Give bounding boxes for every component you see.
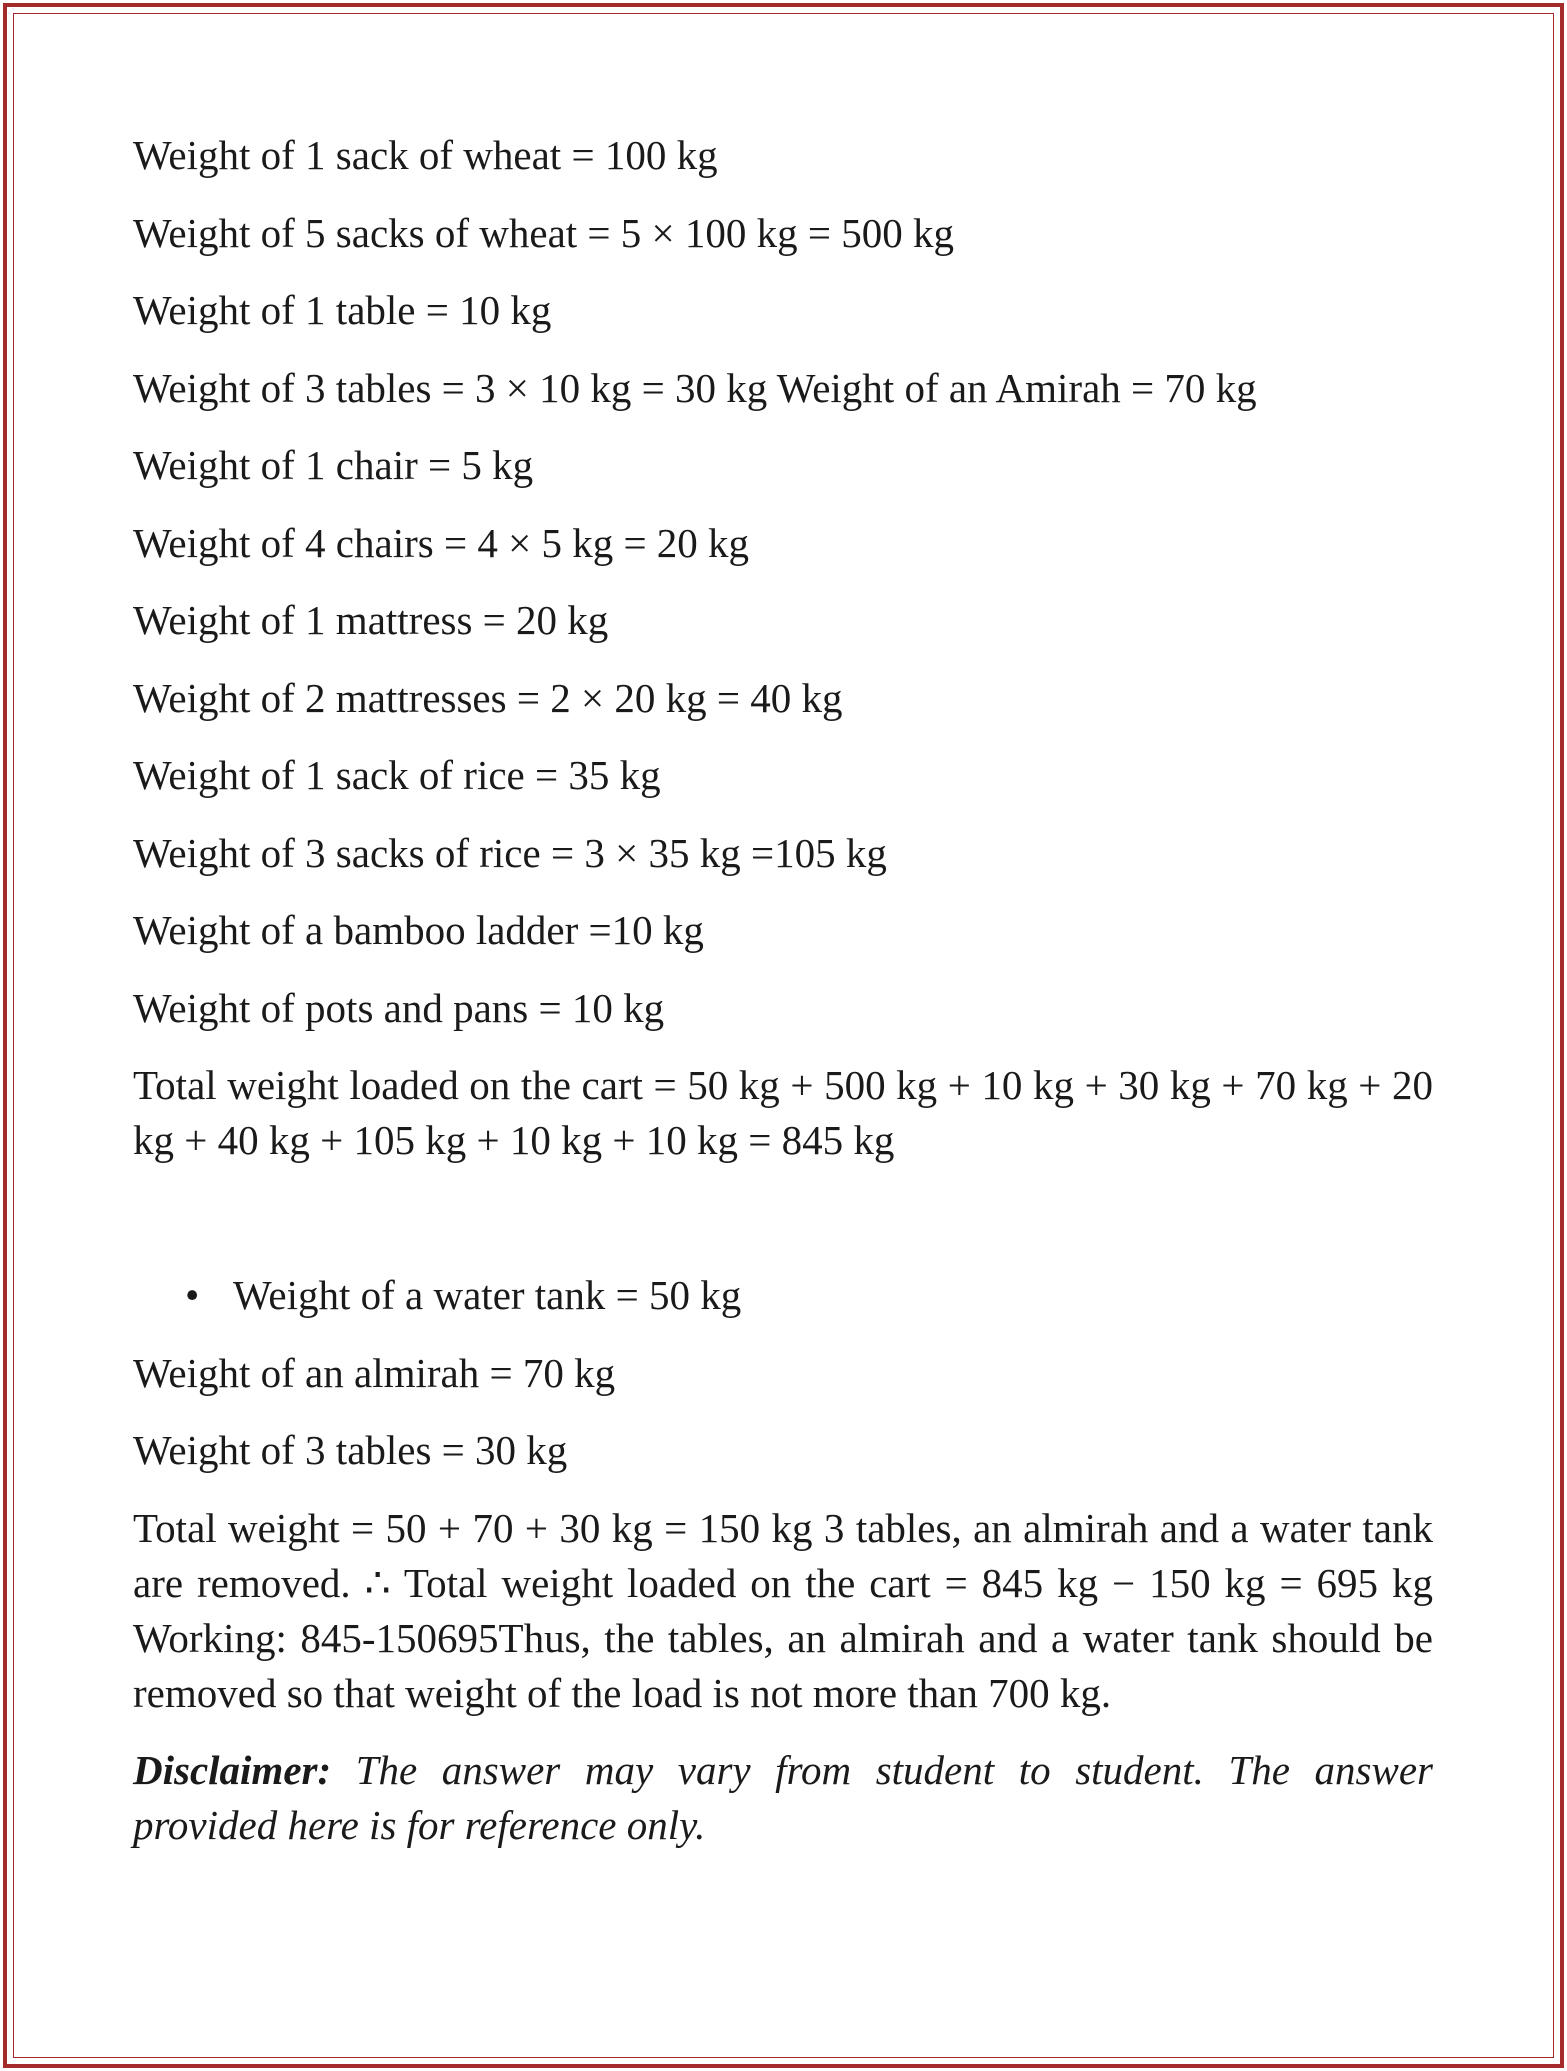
conclusion-paragraph: Total weight = 50 + 70 + 30 kg = 150 kg 3 tables, an almirah and a water tank are removed. ∴ Total weight loaded on the cart = 845 kg − 150 kg = 695 kg Working: 845-150695Thus, the tables, an almirah and a water tank should be removed so that weight of the load is not more than 700 kg. [133,1504,1433,1716]
disclaimer-label: Disclaimer: [133,1747,332,1793]
line-almirah: Weight of an almirah = 70 kg [133,1349,616,1396]
line-ladder: Weight of a bamboo ladder =10 kg [133,907,704,953]
disclaimer-text: The answer may vary from student to student. The answer provided here is for reference only. [133,1747,1433,1848]
line-rice-single: Weight of 1 sack of rice = 35 kg [133,752,661,798]
line-chairs-total: Weight of 4 chairs = 4 × 5 kg = 20 kg [133,519,750,566]
disclaimer-paragraph [133,1743,1433,1853]
line-table-single: Weight of 1 table = 10 kg [133,287,552,333]
line-wheat-total: Weight of 5 sacks of wheat = 5 × 100 kg = 500 kg [133,209,955,256]
line-three-tables: Weight of 3 tables = 30 kg [133,1427,568,1473]
line-wheat-single: Weight of 1 sack of wheat = 100 kg [133,132,718,178]
bullet-text: Weight of a water tank = 50 kg [233,1272,742,1318]
line-rice-total: Weight of 3 sacks of rice = 3 × 35 kg =105 kg [133,829,887,876]
line-mattress-single: Weight of 1 mattress = 20 kg [133,597,609,643]
line-mattresses-total: Weight of 2 mattresses = 2 × 20 kg = 40 kg [133,674,843,721]
bullet-dot-icon: • [185,1272,200,1318]
answer-content [133,128,1433,1876]
line-pots-pans: Weight of pots and pans = 10 kg [133,984,665,1031]
line-chair-single: Weight of 1 chair = 5 kg [133,442,534,488]
line-tables-total: Weight of 3 tables = 3 × 10 kg = 30 kg Weight of an Amirah = 70 kg [133,364,1257,411]
total-loaded-paragraph: Total weight loaded on the cart = 50 kg + 500 kg + 10 kg + 30 kg + 70 kg + 20 kg + 40 kg + 105 kg + 10 kg + 10 kg = 845 kg [133,1062,1433,1163]
bullet-item-water-tank [133,1268,1433,1323]
